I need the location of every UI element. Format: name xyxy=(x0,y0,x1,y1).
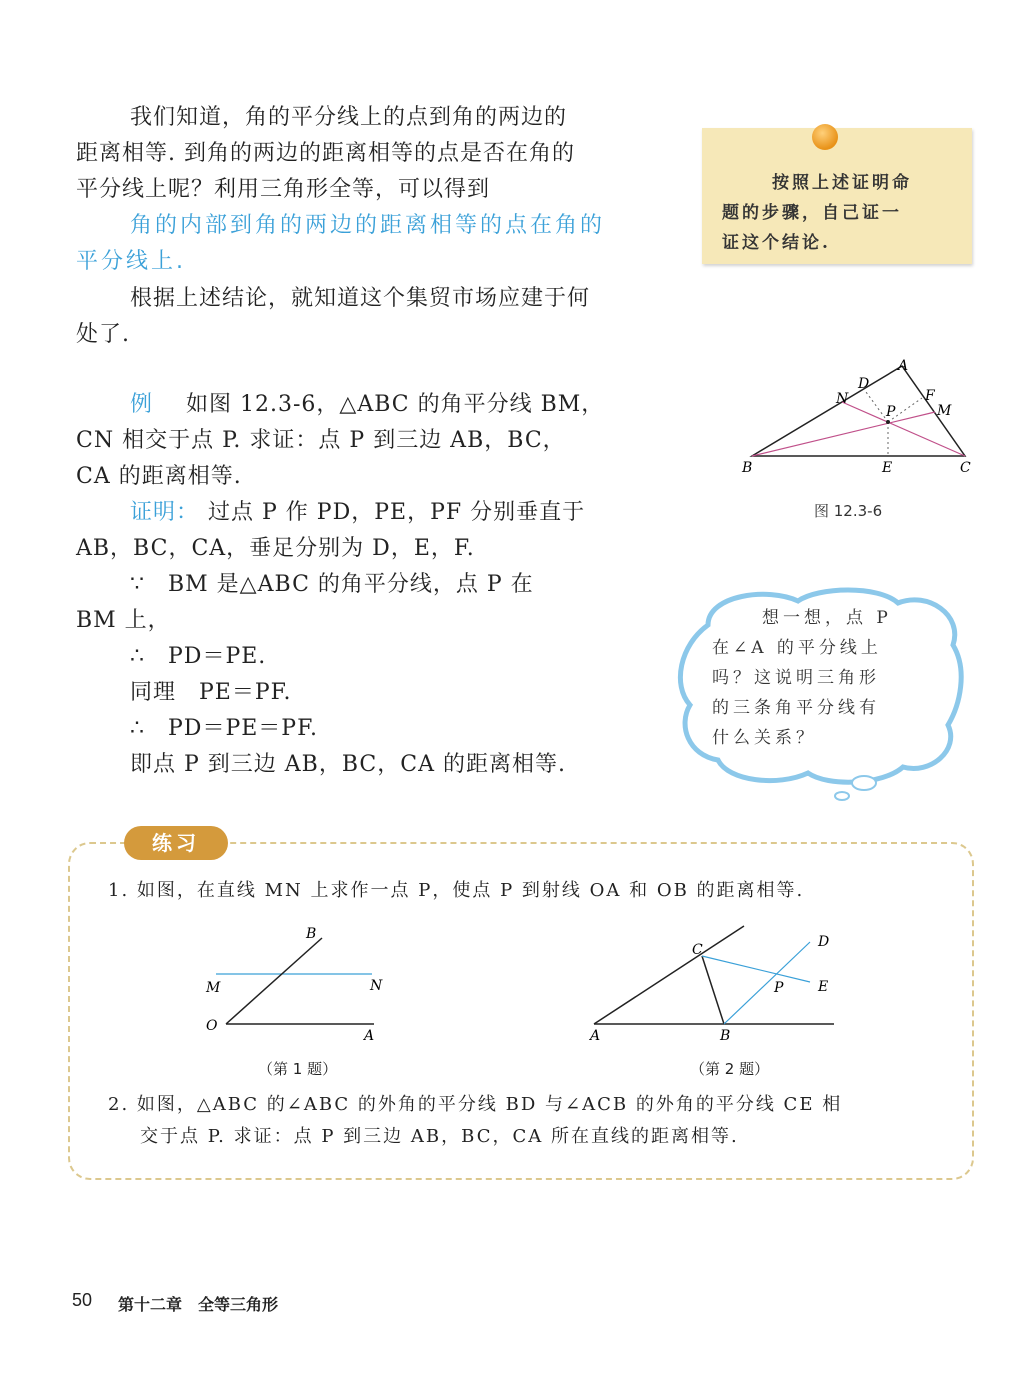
think-line-2: 在∠A 的平分线上 xyxy=(712,638,882,658)
label-n: N xyxy=(836,391,849,407)
fig2-label-b: B xyxy=(720,1028,731,1044)
think-line-1: 想一想，点 P xyxy=(762,608,892,628)
theorem-line-1: 角的内部到角的两边的距离相等的点在角的 xyxy=(130,213,606,238)
fig2-label-a: A xyxy=(590,1028,601,1044)
bisector-ce xyxy=(702,956,810,982)
proof-line-8: 即点 P 到三边 AB，BC，CA 的距离相等. xyxy=(130,752,566,777)
intro-line-1: 我们知道，角的平分线上的点到角的两边的 xyxy=(130,105,568,130)
proof-line-5: ∴ PD＝PE. xyxy=(130,644,267,669)
example-line-1: 如图 12.3-6，△ABC 的角平分线 BM， xyxy=(186,392,605,417)
proof-line-3: ∵ BM 是△ABC 的角平分线，点 P 在 xyxy=(130,572,534,597)
pin-icon xyxy=(812,124,838,150)
figure-caption: 图 12.3-6 xyxy=(814,502,883,520)
exercise-badge: 练习 xyxy=(124,826,228,860)
cloud-bubble-large xyxy=(852,776,876,790)
think-line-4: 的三条角平分线有 xyxy=(712,698,880,718)
page-number: 50 xyxy=(72,1290,93,1310)
note-line-2: 题的步骤，自己证一 xyxy=(722,203,902,223)
intro-line-2: 距离相等. 到角的两边的距离相等的点是否在角的 xyxy=(76,141,575,166)
chapter-title: 第十二章 全等三角形 xyxy=(118,1295,279,1314)
think-line-3: 吗？这说明三角形 xyxy=(712,668,880,688)
proof-line-7: ∴ PD＝PE＝PF. xyxy=(130,716,318,741)
fig1-caption: （第 1 题） xyxy=(258,1060,338,1078)
think-line-5: 什么关系？ xyxy=(712,728,817,748)
figure-12-3-6 xyxy=(730,356,980,480)
exercise-q2-line-1: 2. 如图，△ABC 的∠ABC 的外角的平分线 BD 与∠ACB 的外角的平分线 CE 相 xyxy=(108,1094,843,1115)
exercise-q1: 1. 如图，在直线 MN 上求作一点 P，使点 P 到射线 OA 和 OB 的距离相等. xyxy=(108,880,805,901)
ray-ob xyxy=(226,938,322,1024)
label-f: F xyxy=(925,388,935,404)
fig1-label-b: B xyxy=(306,926,317,942)
label-d: D xyxy=(858,376,870,392)
label-m: M xyxy=(937,403,952,419)
line-ac xyxy=(594,926,744,1024)
label-p: P xyxy=(886,404,896,420)
line-cb xyxy=(702,956,724,1024)
fig2-label-c: C xyxy=(692,942,703,958)
note-line-1: 按照上述证明命 xyxy=(772,173,912,193)
bisector-bm xyxy=(752,412,935,456)
conclusion-line-1: 根据上述结论，就知道这个集贸市场应建于何 xyxy=(130,286,591,311)
example-label: 例 xyxy=(130,392,154,417)
note-line-3: 证这个结论. xyxy=(722,233,831,253)
label-b: B xyxy=(742,460,753,476)
fig2-label-e: E xyxy=(818,979,829,995)
theorem-line-2: 平分线上. xyxy=(76,249,186,274)
intro-line-3: 平分线上呢？利用三角形全等，可以得到 xyxy=(76,177,491,202)
exercise-q2-line-2: 交于点 P. 求证：点 P 到三边 AB，BC，CA 所在直线的距离相等. xyxy=(140,1126,739,1147)
label-c: C xyxy=(960,460,971,476)
example-line-2: CN 相交于点 P. 求证：点 P 到三边 AB，BC， xyxy=(76,428,566,453)
label-a: A xyxy=(898,358,909,374)
point-p xyxy=(886,420,890,424)
proof-line-6: 同理 PE＝PF. xyxy=(130,680,292,705)
label-e: E xyxy=(882,460,893,476)
fig1-label-a: A xyxy=(364,1028,375,1044)
cloud-bubble-small xyxy=(835,792,849,800)
exercise-figure-2 xyxy=(584,922,844,1047)
fig2-label-d: D xyxy=(818,934,830,950)
fig1-label-n: N xyxy=(370,978,383,994)
fig2-caption: （第 2 题） xyxy=(690,1060,770,1078)
fig1-label-m: M xyxy=(206,980,221,996)
exercise-figure-1 xyxy=(196,922,396,1047)
proof-line-1: 过点 P 作 PD，PE，PF 分别垂直于 xyxy=(208,500,586,525)
bisector-bd xyxy=(724,942,810,1024)
proof-label: 证明： xyxy=(130,500,200,525)
conclusion-line-2: 处了. xyxy=(76,322,130,347)
fig1-label-o: O xyxy=(206,1018,218,1034)
proof-line-4: BM 上， xyxy=(76,608,171,633)
example-line-3: CA 的距离相等. xyxy=(76,464,242,489)
fig2-label-p: P xyxy=(774,980,784,996)
proof-line-2: AB，BC，CA，垂足分别为 D，E，F. xyxy=(76,536,475,561)
